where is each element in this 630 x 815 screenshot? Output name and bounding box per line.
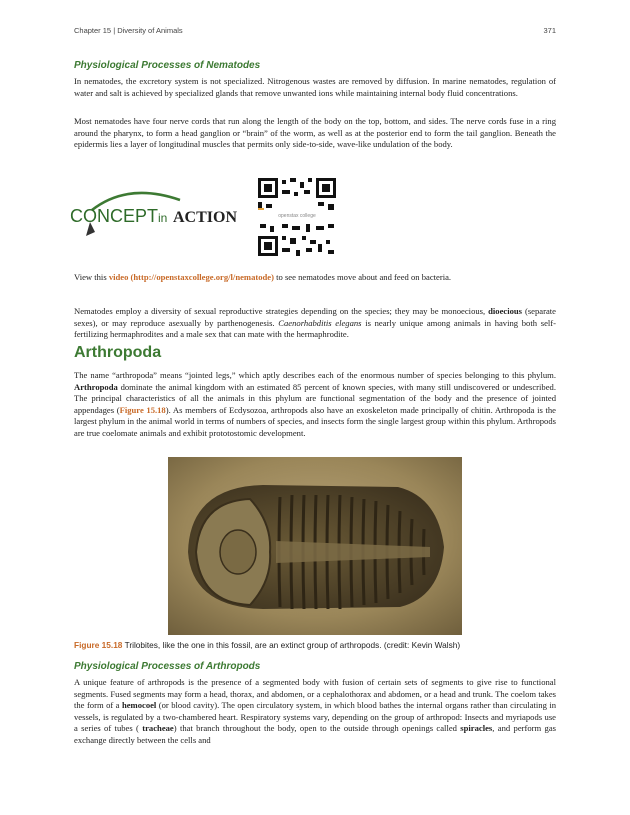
svg-text:ACTION: ACTION (173, 209, 238, 226)
arthropoda-term: Arthropoda (74, 381, 118, 392)
page-number: 371 (543, 26, 556, 35)
running-header: Chapter 15 | Diversity of Animals (74, 26, 183, 35)
nematodes-nerve-paragraph: Most nematodes have four nerve cords that run along the length of the body on the top, bottom, and sides. The nerve cords fuse in a ring around the pharynx, to form a head ganglion or “brain” of the worm, as well as at the posterior end to form the tail ganglion. Beneath the epidermis lies a layer of longitudinal muscles that permits only side-to-side, wave-like undulation of the body. (74, 116, 556, 150)
figure-15-18-link[interactable]: Figure 15.18 (119, 404, 166, 415)
figure-label: Figure 15.18 (74, 640, 123, 650)
spiracles-term: spiracles (460, 723, 493, 734)
qr-openstax-label: openstax college (258, 210, 336, 222)
concept-in-action-logo (68, 186, 244, 246)
figure-caption: Figure 15.18 Trilobites, like the one in this fossil, are an extinct group of arthropods. (credit: Kevin Walsh) (74, 640, 461, 650)
trilobite-fossil-photo (168, 457, 462, 635)
hemocoel-term: hemocoel (121, 700, 157, 711)
tracheae-term: tracheae (142, 723, 174, 734)
arthropods-physiology-heading: Physiological Processes of Arthropods (74, 661, 261, 672)
c-elegans-term: Caenorhabditis elegans (278, 317, 362, 328)
svg-text:in: in (158, 211, 168, 225)
nematodes-heading: Physiological Processes of Nematodes (74, 60, 261, 71)
nematode-reproduction-paragraph: Nematodes employ a diversity of sexual reproductive strategies depending on the species; they may be monoecious, dioecious (separate sexes), or may reproduce asexually by parthenogenesis. Caenorhabditis elegans is nearly unique among animals in having both self-fertilizing hermaphrodites and a male sex that can mate with the hermaphrodite. (74, 306, 556, 340)
concept-video-paragraph: View this video (http://openstaxcollege.org/l/nematode) to see nematodes move about and feed on bacteria. (74, 272, 452, 282)
nematode-video-link[interactable]: video (http://openstaxcollege.org/l/nematode) (108, 272, 274, 282)
arthropoda-intro-paragraph: The name “arthropoda” means “jointed legs,” which aptly describes each of the enormous number of species belonging to this phylum. Arthropoda dominate the animal kingdom with an estimated 85 percent of known species, with many still undiscovered or undescribed. The principal characteristics of all the animals in this phylum are functional segmentation of the body and the presence of jointed appendages (Figure 15.18). As members of Ecdysozoa, arthropods also have an exoskeleton made principally of chitin. Arthropoda is the largest phylum in the animal world in terms of numbers of species, and insects form the single largest group within this phylum. Arthropods are true coelomate animals and exhibit prototostomic development. (74, 370, 556, 438)
nematodes-excretion-paragraph: In nematodes, the excretory system is not specialized. Nitrogenous wastes are removed by diffusion. In marine nematodes, regulation of water and salt is achieved by specialized glands that remove unwanted ions while maintaining internal body fluid concentrations. (74, 76, 556, 98)
svg-text:CONCEPT: CONCEPT (70, 206, 159, 226)
arthropoda-heading: Arthropoda (74, 344, 162, 361)
arthropods-physiology-paragraph: A unique feature of arthropods is the presence of a segmented body with fusion of certain sets of segments to give rise to functional segments. Fused segments may form a head, thorax, and abdomen, or a cephalothorax and abdomen, or a head and trunk. The coelom takes the form of a hemocoel (or blood cavity). The open circulatory system, in which blood bathes the internal organs rather than circulating in vessels, is regulated by a two-chambered heart. Respiratory systems vary, depending on the group of arthropod: Insects and myriapods use a series of tubes ( tracheae) that branch throughout the body, open to the outside through openings called spiracles, and perform gas exchange directly between the cells and (74, 677, 557, 745)
dioecious-term: dioecious (488, 306, 523, 316)
